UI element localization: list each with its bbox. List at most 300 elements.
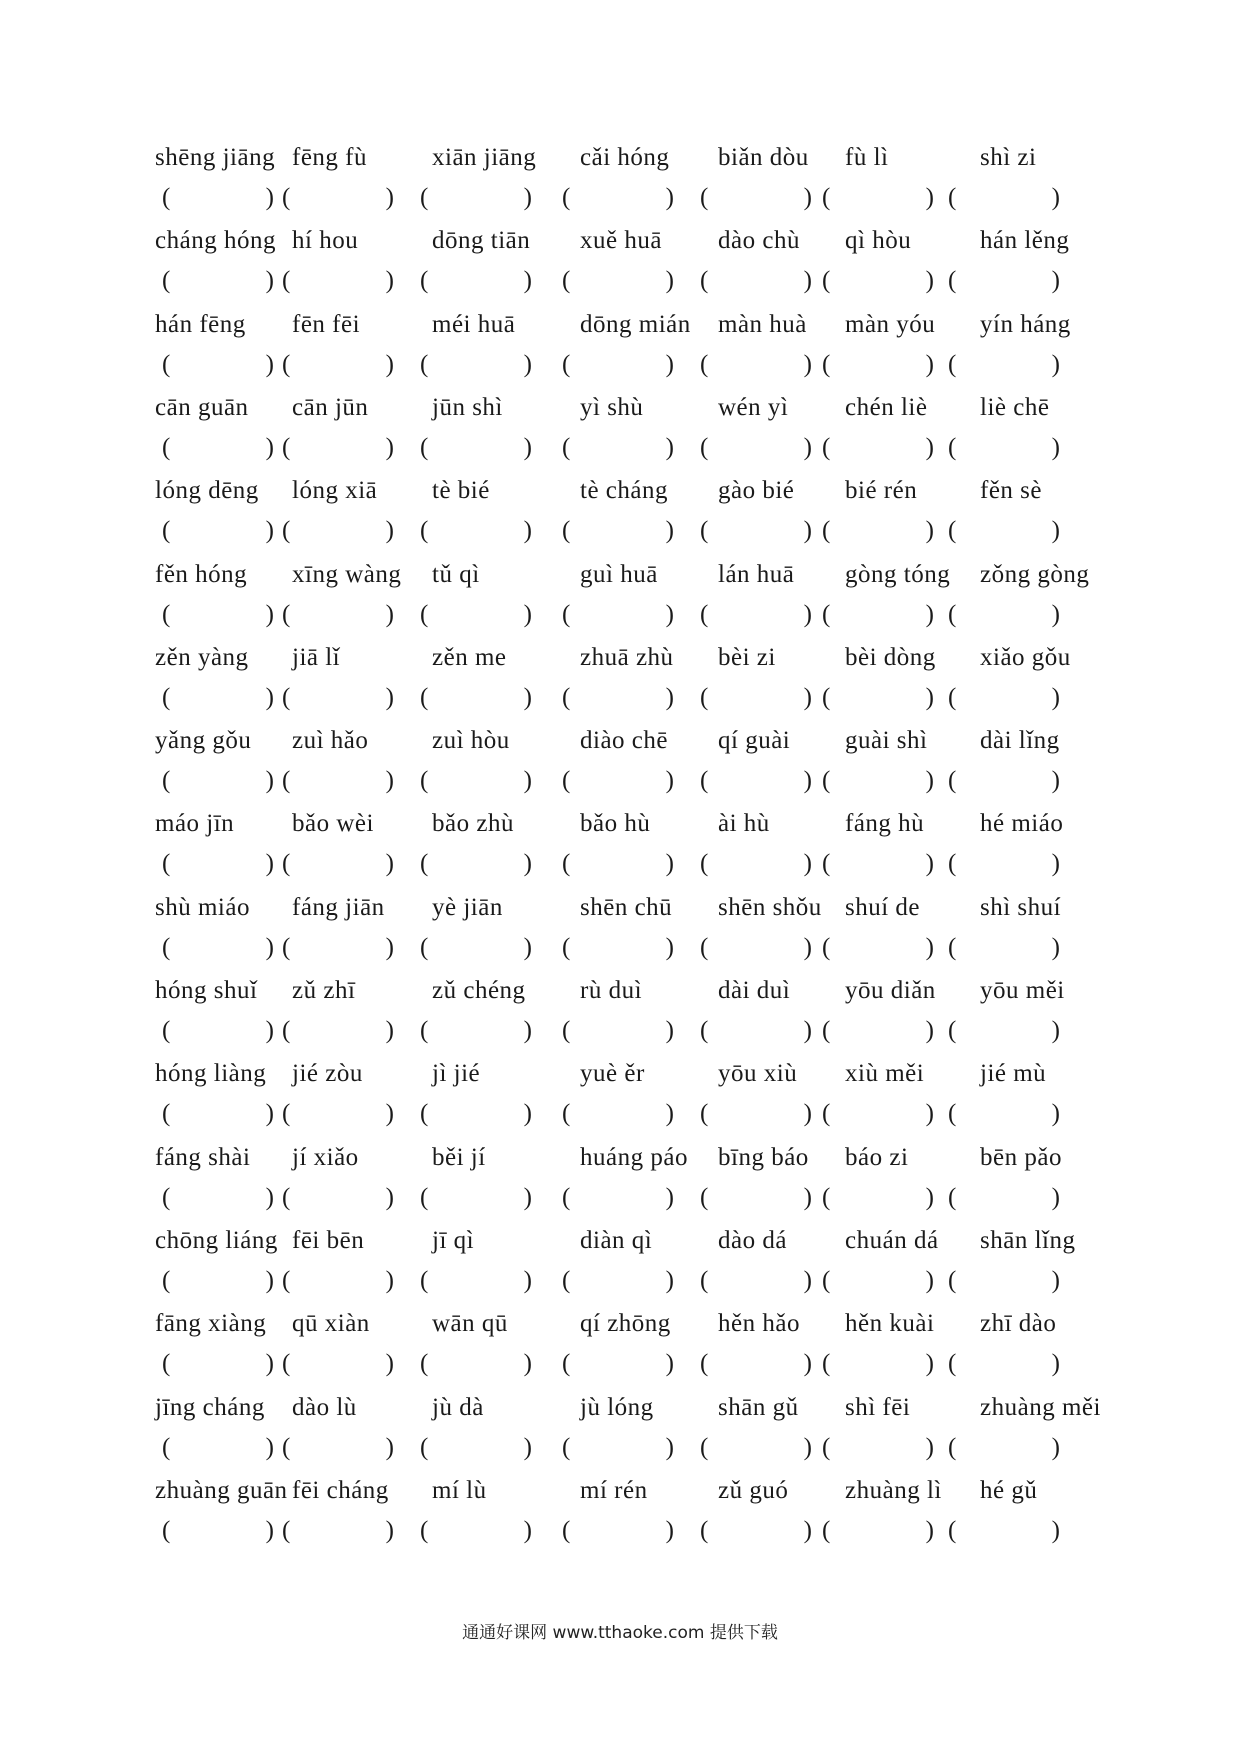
open-paren: (	[282, 517, 291, 545]
pinyin-word: hóng shuǐ	[155, 977, 258, 1004]
answer-blank[interactable]	[822, 263, 934, 299]
close-paren: )	[1051, 1433, 1060, 1461]
answer-blank[interactable]	[162, 263, 274, 299]
close-paren: )	[523, 933, 532, 961]
close-paren: )	[925, 350, 934, 378]
pinyin-word: zhuàng guān	[155, 1476, 288, 1504]
pinyin-word: jì jié	[432, 1060, 481, 1088]
close-paren: )	[665, 1183, 674, 1211]
answer-blank[interactable]	[420, 846, 532, 882]
open-paren: (	[420, 767, 429, 795]
answer-blank[interactable]	[562, 930, 674, 966]
answer-blank[interactable]	[822, 846, 934, 882]
pinyin-word: guì huā	[580, 560, 658, 588]
open-paren: (	[282, 1350, 291, 1378]
answer-blank[interactable]	[282, 513, 394, 549]
pinyin-word: shù miáo	[155, 893, 250, 921]
answer-blank[interactable]	[948, 1263, 1060, 1299]
pinyin-word: bèi zi	[718, 643, 776, 671]
answer-blank[interactable]	[562, 347, 674, 383]
close-paren: )	[385, 1433, 394, 1461]
answer-blank[interactable]	[162, 1096, 274, 1132]
exercise-row	[0, 723, 1240, 807]
close-paren: )	[665, 1100, 674, 1128]
answer-blank[interactable]	[282, 1180, 394, 1216]
close-paren: )	[803, 850, 812, 878]
open-paren: (	[282, 1433, 291, 1461]
close-paren: )	[665, 517, 674, 545]
close-paren: )	[265, 933, 274, 961]
open-paren: (	[562, 1350, 571, 1378]
close-paren: )	[385, 1350, 394, 1378]
pinyin-word: máo jīn	[155, 810, 235, 838]
open-paren: (	[162, 350, 171, 378]
close-paren: )	[803, 1266, 812, 1294]
pinyin-word: fáng hù	[845, 810, 925, 838]
pinyin-word: zěn me	[432, 643, 507, 671]
open-paren: (	[948, 350, 957, 378]
answer-blank[interactable]	[948, 430, 1060, 466]
open-paren: (	[822, 683, 831, 711]
answer-blank[interactable]	[822, 680, 934, 716]
answer-blank[interactable]	[822, 1096, 934, 1132]
open-paren: (	[282, 850, 291, 878]
answer-blank[interactable]	[282, 347, 394, 383]
answer-blank[interactable]	[562, 1180, 674, 1216]
pinyin-word: bǎo wèi	[292, 810, 374, 838]
answer-blank[interactable]	[948, 513, 1060, 549]
pinyin-word: báo zi	[845, 1143, 909, 1171]
answer-blank[interactable]	[822, 1513, 934, 1549]
close-paren: )	[803, 1433, 812, 1461]
open-paren: (	[948, 267, 957, 295]
answer-blank[interactable]	[282, 763, 394, 799]
answer-blank[interactable]	[948, 263, 1060, 299]
open-paren: (	[420, 350, 429, 378]
close-paren: )	[523, 1100, 532, 1128]
answer-blank[interactable]	[282, 430, 394, 466]
close-paren: )	[265, 1516, 274, 1544]
answer-blank[interactable]	[948, 347, 1060, 383]
answer-blank[interactable]	[420, 1180, 532, 1216]
answer-blank[interactable]	[700, 1096, 812, 1132]
answer-blank[interactable]	[420, 597, 532, 633]
answer-blank[interactable]	[420, 347, 532, 383]
open-paren: (	[948, 600, 957, 628]
answer-blank[interactable]	[700, 597, 812, 633]
pinyin-word: cān guān	[155, 393, 249, 421]
close-paren: )	[385, 517, 394, 545]
exercise-row	[0, 890, 1240, 974]
answer-blank[interactable]	[162, 680, 274, 716]
close-paren: )	[385, 683, 394, 711]
pinyin-word: màn yóu	[845, 310, 936, 338]
answer-blank[interactable]	[822, 1180, 934, 1216]
close-paren: )	[385, 433, 394, 461]
close-paren: )	[925, 1433, 934, 1461]
close-paren: )	[1051, 517, 1060, 545]
answer-blank[interactable]	[420, 1263, 532, 1299]
close-paren: )	[385, 1100, 394, 1128]
answer-blank[interactable]	[822, 930, 934, 966]
pinyin-word: zhī dào	[980, 1310, 1057, 1338]
pinyin-word: zhuā zhù	[580, 643, 674, 671]
answer-blank[interactable]	[700, 513, 812, 549]
answer-blank[interactable]	[948, 930, 1060, 966]
close-paren: )	[385, 350, 394, 378]
close-paren: )	[803, 517, 812, 545]
pinyin-line	[0, 1140, 1240, 1176]
close-paren: )	[523, 1266, 532, 1294]
answer-blank[interactable]	[948, 1013, 1060, 1049]
open-paren: (	[700, 517, 709, 545]
close-paren: )	[1051, 850, 1060, 878]
answer-blank[interactable]	[948, 1430, 1060, 1466]
answer-blank[interactable]	[822, 763, 934, 799]
open-paren: (	[562, 1433, 571, 1461]
exercise-row	[0, 557, 1240, 641]
answer-blank[interactable]	[562, 1430, 674, 1466]
close-paren: )	[265, 184, 274, 211]
pinyin-word: xuě huā	[580, 227, 662, 255]
pinyin-word: hěn hǎo	[718, 1310, 800, 1338]
pinyin-word: wén yì	[718, 393, 789, 421]
open-paren: (	[822, 1433, 831, 1461]
answer-blank[interactable]	[420, 1346, 532, 1382]
open-paren: (	[562, 1100, 571, 1128]
answer-blank[interactable]	[162, 180, 274, 216]
answer-blank[interactable]	[162, 1013, 274, 1049]
pinyin-word: shān lǐng	[980, 1226, 1076, 1254]
close-paren: )	[385, 267, 394, 295]
close-paren: )	[385, 933, 394, 961]
answer-blank[interactable]	[700, 846, 812, 882]
open-paren: (	[700, 433, 709, 461]
answer-blank[interactable]	[822, 430, 934, 466]
open-paren: (	[700, 350, 709, 378]
exercise-row	[0, 223, 1240, 307]
answer-blank[interactable]	[822, 1430, 934, 1466]
open-paren: (	[162, 1017, 171, 1044]
pinyin-line	[0, 806, 1240, 842]
open-paren: (	[420, 850, 429, 878]
answer-blank[interactable]	[948, 597, 1060, 633]
answer-blank[interactable]	[700, 680, 812, 716]
pinyin-word: jūn shì	[432, 393, 503, 421]
close-paren: )	[265, 1017, 274, 1044]
close-paren: )	[925, 683, 934, 711]
pinyin-word: dōng mián	[580, 310, 691, 338]
pinyin-word: dōng tiān	[432, 227, 531, 255]
exercise-row	[0, 1056, 1240, 1140]
answer-blank[interactable]	[948, 1346, 1060, 1382]
answer-blank[interactable]	[948, 1180, 1060, 1216]
answer-blank[interactable]	[700, 1013, 812, 1049]
pinyin-word: shì fēi	[845, 1393, 911, 1421]
answer-blank[interactable]	[948, 1096, 1060, 1132]
pinyin-word: bēn pǎo	[980, 1143, 1062, 1171]
answer-blank[interactable]	[162, 1513, 274, 1549]
open-paren: (	[162, 1100, 171, 1128]
answer-blank[interactable]	[162, 430, 274, 466]
open-paren: (	[282, 767, 291, 795]
answer-blank[interactable]	[162, 846, 274, 882]
answer-blank[interactable]	[822, 347, 934, 383]
answer-blank[interactable]	[700, 763, 812, 799]
answer-blank[interactable]	[282, 1346, 394, 1382]
answer-blank[interactable]	[162, 1346, 274, 1382]
close-paren: )	[265, 1433, 274, 1461]
pinyin-word: hěn kuài	[845, 1310, 935, 1338]
open-paren: (	[162, 433, 171, 461]
pinyin-word: zěn yàng	[155, 643, 249, 671]
close-paren: )	[665, 350, 674, 378]
pinyin-word: fēi cháng	[292, 1476, 389, 1504]
answer-blank[interactable]	[282, 1513, 394, 1549]
answer-blank[interactable]	[948, 1513, 1060, 1549]
answer-blank[interactable]	[420, 1096, 532, 1132]
open-paren: (	[822, 767, 831, 795]
answer-blank[interactable]	[822, 513, 934, 549]
close-paren: )	[385, 600, 394, 628]
pinyin-word: xiǎo gǒu	[980, 643, 1071, 671]
answer-blank[interactable]	[562, 1096, 674, 1132]
answer-blank[interactable]	[700, 430, 812, 466]
close-paren: )	[925, 1266, 934, 1294]
open-paren: (	[162, 267, 171, 295]
close-paren: )	[925, 517, 934, 545]
close-paren: )	[523, 1433, 532, 1461]
pinyin-word: jié zòu	[292, 1060, 363, 1088]
pinyin-word: méi huā	[432, 310, 516, 338]
pinyin-word: fēng fù	[292, 144, 367, 171]
close-paren: )	[1051, 933, 1060, 961]
answer-blank[interactable]	[562, 1013, 674, 1049]
open-paren: (	[948, 433, 957, 461]
answer-blank[interactable]	[420, 513, 532, 549]
answer-blank-line	[0, 513, 1240, 549]
pinyin-word: jù dà	[432, 1393, 484, 1421]
answer-blank[interactable]	[562, 513, 674, 549]
answer-blank[interactable]	[282, 1263, 394, 1299]
open-paren: (	[282, 683, 291, 711]
pinyin-word: chén liè	[845, 393, 928, 421]
close-paren: )	[925, 767, 934, 795]
open-paren: (	[562, 683, 571, 711]
pinyin-word: cǎi hóng	[580, 144, 670, 171]
open-paren: (	[162, 850, 171, 878]
close-paren: )	[265, 517, 274, 545]
answer-blank[interactable]	[562, 180, 674, 216]
close-paren: )	[265, 1266, 274, 1294]
answer-blank[interactable]	[822, 1013, 934, 1049]
open-paren: (	[420, 433, 429, 461]
answer-blank[interactable]	[282, 930, 394, 966]
pinyin-word: bīng báo	[718, 1143, 809, 1171]
answer-blank-line	[0, 1346, 1240, 1382]
close-paren: )	[925, 850, 934, 878]
answer-blank[interactable]	[700, 263, 812, 299]
close-paren: )	[665, 433, 674, 461]
answer-blank[interactable]	[822, 180, 934, 216]
open-paren: (	[700, 1100, 709, 1128]
open-paren: (	[420, 600, 429, 628]
exercise-row	[0, 640, 1240, 724]
open-paren: (	[822, 850, 831, 878]
answer-blank[interactable]	[282, 846, 394, 882]
open-paren: (	[700, 850, 709, 878]
answer-blank[interactable]	[420, 930, 532, 966]
answer-blank[interactable]	[562, 1346, 674, 1382]
answer-blank[interactable]	[562, 430, 674, 466]
close-paren: )	[665, 1017, 674, 1044]
answer-blank[interactable]	[948, 846, 1060, 882]
pinyin-word: chōng liáng	[155, 1226, 278, 1254]
close-paren: )	[665, 683, 674, 711]
answer-blank[interactable]	[162, 930, 274, 966]
pinyin-word: shēn shǒu	[718, 893, 822, 921]
answer-blank[interactable]	[282, 597, 394, 633]
answer-blank[interactable]	[822, 1346, 934, 1382]
open-paren: (	[282, 1516, 291, 1544]
close-paren: )	[523, 600, 532, 628]
close-paren: )	[265, 267, 274, 295]
answer-blank[interactable]	[562, 597, 674, 633]
close-paren: )	[523, 350, 532, 378]
answer-blank[interactable]	[162, 1263, 274, 1299]
open-paren: (	[420, 1183, 429, 1211]
answer-blank-line	[0, 430, 1240, 466]
answer-blank[interactable]	[282, 1430, 394, 1466]
open-paren: (	[822, 1266, 831, 1294]
answer-blank-line	[0, 1096, 1240, 1132]
answer-blank[interactable]	[282, 1096, 394, 1132]
close-paren: )	[1051, 767, 1060, 795]
pinyin-line	[0, 890, 1240, 926]
answer-blank[interactable]	[162, 347, 274, 383]
open-paren: (	[822, 1100, 831, 1128]
open-paren: (	[562, 1183, 571, 1211]
answer-blank[interactable]	[700, 180, 812, 216]
answer-blank[interactable]	[948, 180, 1060, 216]
pinyin-word: dài duì	[718, 977, 791, 1004]
answer-blank[interactable]	[700, 1263, 812, 1299]
pinyin-word: yōu xiù	[718, 1060, 798, 1088]
close-paren: )	[803, 433, 812, 461]
close-paren: )	[925, 1183, 934, 1211]
pinyin-word: diàn qì	[580, 1226, 653, 1254]
answer-blank[interactable]	[700, 1346, 812, 1382]
pinyin-word: fēi bēn	[292, 1226, 365, 1254]
answer-blank[interactable]	[420, 763, 532, 799]
answer-blank[interactable]	[162, 1180, 274, 1216]
close-paren: )	[265, 683, 274, 711]
answer-blank[interactable]	[562, 1263, 674, 1299]
answer-blank[interactable]	[700, 1180, 812, 1216]
answer-blank[interactable]	[822, 597, 934, 633]
open-paren: (	[562, 1017, 571, 1044]
pinyin-word: fāng xiàng	[155, 1310, 267, 1338]
answer-blank-line	[0, 763, 1240, 799]
close-paren: )	[265, 600, 274, 628]
close-paren: )	[523, 517, 532, 545]
open-paren: (	[282, 933, 291, 961]
pinyin-word: guài shì	[845, 727, 928, 755]
answer-blank[interactable]	[162, 763, 274, 799]
answer-blank[interactable]	[822, 1263, 934, 1299]
open-paren: (	[700, 1017, 709, 1044]
answer-blank[interactable]	[700, 930, 812, 966]
open-paren: (	[700, 267, 709, 295]
answer-blank[interactable]	[420, 1430, 532, 1466]
answer-blank[interactable]	[948, 680, 1060, 716]
answer-blank[interactable]	[562, 263, 674, 299]
close-paren: )	[1051, 350, 1060, 378]
open-paren: (	[948, 1017, 957, 1044]
answer-blank[interactable]	[162, 597, 274, 633]
pinyin-word: zǔ zhī	[292, 977, 356, 1004]
pinyin-word: zǒng gòng	[980, 560, 1090, 588]
answer-blank[interactable]	[562, 680, 674, 716]
pinyin-line	[0, 640, 1240, 676]
open-paren: (	[562, 767, 571, 795]
pinyin-word: biǎn dòu	[718, 144, 809, 171]
pinyin-word: hé miáo	[980, 810, 1064, 838]
pinyin-word: hán lěng	[980, 227, 1070, 255]
answer-blank[interactable]	[562, 1513, 674, 1549]
answer-blank[interactable]	[700, 347, 812, 383]
answer-blank[interactable]	[162, 513, 274, 549]
answer-blank[interactable]	[700, 1430, 812, 1466]
answer-blank[interactable]	[420, 680, 532, 716]
pinyin-word: shēn chū	[580, 893, 673, 921]
pinyin-word: jié mù	[980, 1060, 1047, 1088]
open-paren: (	[822, 267, 831, 295]
answer-blank[interactable]	[420, 263, 532, 299]
close-paren: )	[803, 1017, 812, 1044]
answer-blank[interactable]	[282, 180, 394, 216]
close-paren: )	[1051, 683, 1060, 711]
open-paren: (	[162, 600, 171, 628]
answer-blank[interactable]	[282, 680, 394, 716]
answer-blank[interactable]	[420, 180, 532, 216]
answer-blank[interactable]	[700, 1513, 812, 1549]
open-paren: (	[420, 1100, 429, 1128]
answer-blank[interactable]	[948, 763, 1060, 799]
answer-blank[interactable]	[562, 763, 674, 799]
open-paren: (	[282, 350, 291, 378]
pinyin-word: hán fēng	[155, 310, 246, 338]
close-paren: )	[523, 683, 532, 711]
pinyin-line	[0, 723, 1240, 759]
pinyin-word: wān qū	[432, 1310, 508, 1338]
answer-blank[interactable]	[562, 846, 674, 882]
pinyin-word: dào dá	[718, 1226, 787, 1254]
close-paren: )	[803, 1516, 812, 1544]
open-paren: (	[282, 1266, 291, 1294]
answer-blank[interactable]	[282, 263, 394, 299]
close-paren: )	[523, 1350, 532, 1378]
pinyin-line	[0, 1306, 1240, 1342]
answer-blank[interactable]	[162, 1430, 274, 1466]
answer-blank[interactable]	[282, 1013, 394, 1049]
answer-blank[interactable]	[420, 430, 532, 466]
close-paren: )	[523, 1017, 532, 1044]
answer-blank[interactable]	[420, 1513, 532, 1549]
exercise-row	[0, 1306, 1240, 1390]
answer-blank[interactable]	[420, 1013, 532, 1049]
close-paren: )	[803, 1100, 812, 1128]
